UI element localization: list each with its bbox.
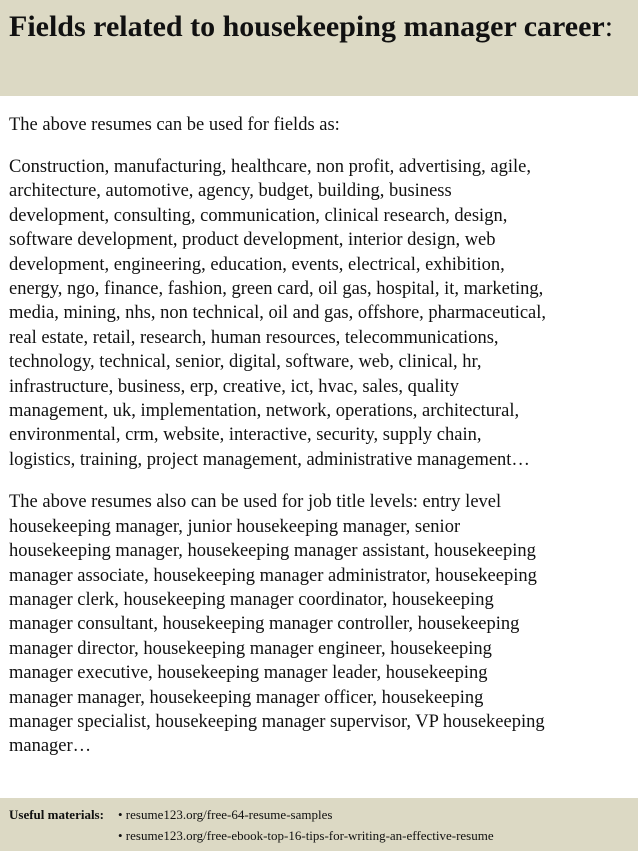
footer-row — [9, 825, 638, 846]
fields-line: technology, technical, senior, digital, software, web, clinical, hr, — [9, 352, 482, 373]
fields-line: Construction, manufacturing, healthcare, non profit, advertising, agile, — [9, 157, 531, 177]
levels-line: housekeeping manager, housekeeping manager assistant, housekeeping — [9, 541, 536, 562]
content-area — [9, 113, 633, 759]
footer-label-spacer — [9, 825, 118, 846]
page-title-bold: Fields related to housekeeping manager career — [9, 10, 605, 43]
footer-link-resume-samples[interactable]: • resume123.org/free-64-resume-samples — [118, 807, 333, 822]
levels-line: manager manager, housekeeping manager officer, housekeeping — [9, 687, 484, 708]
footer-bar — [0, 798, 638, 851]
fields-line: real estate, retail, research, human resources, telecommunications, — [9, 327, 499, 348]
footer-row — [9, 804, 638, 825]
fields-line: management, uk, implementation, network, operations, architectural, — [9, 401, 520, 422]
page-title — [9, 6, 628, 48]
useful-materials-label: Useful materials: — [9, 807, 104, 822]
levels-line: manager clerk, housekeeping manager coordinator, housekeeping — [9, 589, 494, 610]
footer-link-ebook-tips[interactable]: • resume123.org/free-ebook-top-16-tips-for-writing-an-effective-resume — [118, 828, 494, 843]
levels-line: manager… — [9, 736, 92, 757]
fields-line: logistics, training, project management, administrative management… — [9, 449, 530, 470]
job-levels-paragraph — [9, 490, 633, 758]
levels-line: housekeeping manager, junior housekeeping manager, senior — [9, 516, 461, 537]
fields-line: media, mining, nhs, non technical, oil and gas, offshore, pharmaceutical, — [9, 303, 547, 324]
levels-line: manager executive, housekeeping manager leader, housekeeping — [9, 663, 488, 684]
title-bar — [0, 0, 638, 96]
levels-line: The above resumes also can be used for job title levels: entry level — [9, 492, 502, 513]
fields-line: environmental, crm, website, interactive, security, supply chain, — [9, 425, 482, 446]
fields-line: infrastructure, business, erp, creative, ict, hvac, sales, quality — [9, 376, 460, 397]
fields-paragraph — [9, 155, 633, 472]
levels-line: manager director, housekeeping manager engineer, housekeeping — [9, 638, 492, 659]
levels-line: manager consultant, housekeeping manager controller, housekeeping — [9, 614, 520, 635]
fields-line: architecture, automotive, agency, budget, building, business — [9, 181, 452, 202]
intro-text: The above resumes can be used for fields as: — [9, 115, 340, 135]
levels-line: manager specialist, housekeeping manager supervisor, VP housekeeping — [9, 711, 545, 732]
fields-line: development, engineering, education, events, electrical, exhibition, — [9, 254, 505, 275]
fields-line: software development, product development, interior design, web — [9, 230, 496, 251]
levels-line: manager associate, housekeeping manager administrator, housekeeping — [9, 565, 537, 586]
page-title-suffix: : — [604, 10, 614, 43]
fields-line: energy, ngo, finance, fashion, green card, oil gas, hospital, it, marketing, — [9, 279, 544, 300]
fields-line: development, consulting, communication, clinical research, design, — [9, 205, 508, 226]
